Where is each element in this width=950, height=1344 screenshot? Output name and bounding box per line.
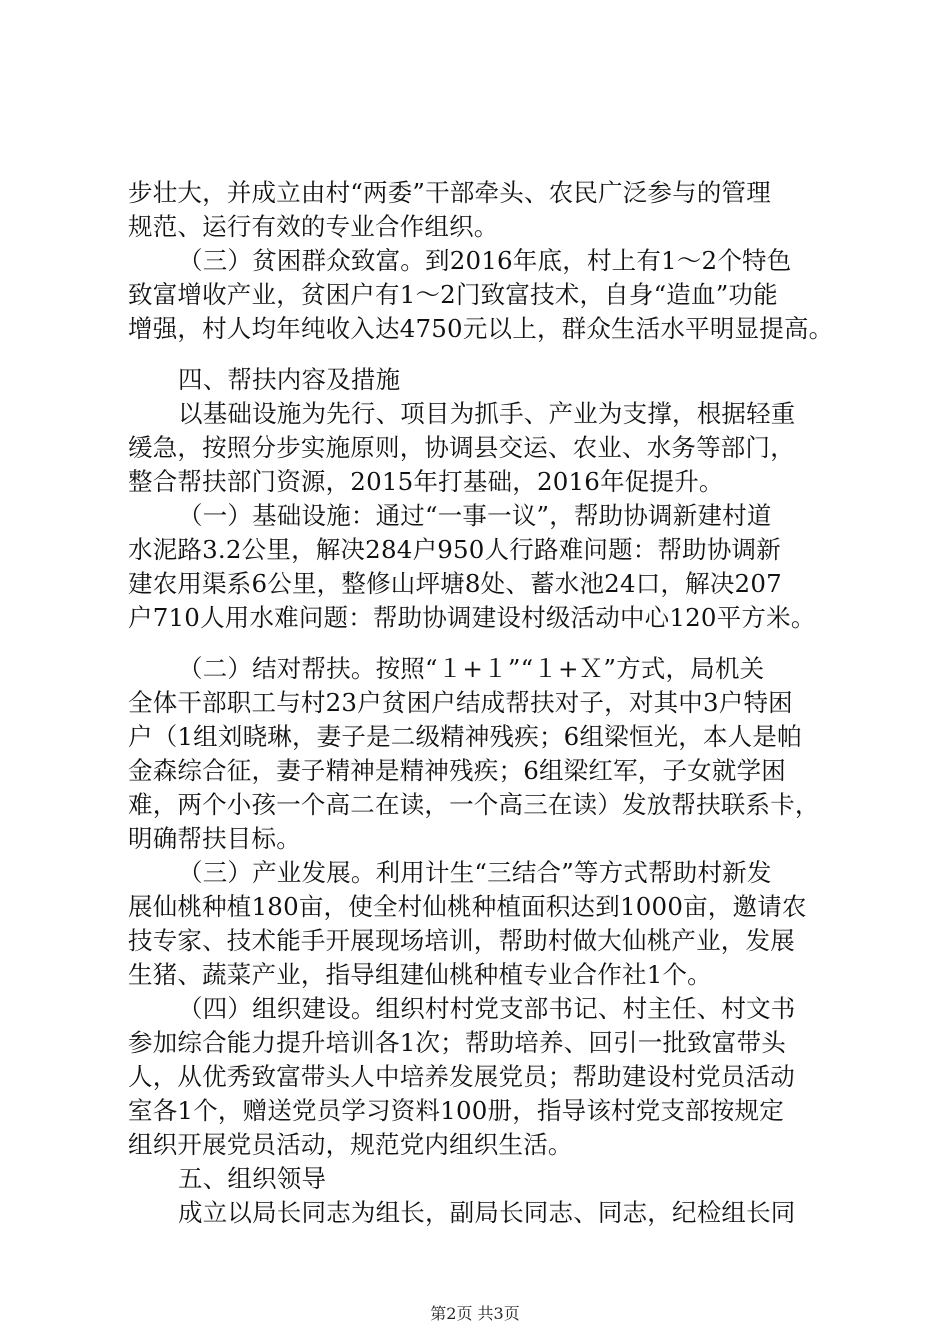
text-line: 缓急，按照分步实施原则，协调县交运、农业、水务等部门， — [128, 433, 795, 462]
text-line: 整合帮扶部门资源，2015年打基础，2016年促提升。 — [128, 467, 724, 496]
text-line: 难，两个小孩一个高二在读，一个高三在读）发放帮扶联系卡， — [128, 790, 820, 819]
text-line: 技专家、技术能手开展现场培训，帮助村做大仙桃产业，发展 — [128, 926, 795, 955]
text-line: 建农用渠系6公里，整修山坪塘8处、蓄水池24口，解决207 — [128, 569, 782, 598]
text-line: 全体干部职工与村23户贫困户结成帮扶对子，对其中3户特困 — [128, 688, 793, 717]
text-line: 组织开展党员活动，规范党内组织生活。 — [128, 1130, 573, 1159]
text-line: （四）组织建设。组织村村党支部书记、村主任、村文书 — [178, 994, 796, 1023]
text-line: 人，从优秀致富带头人中培养发展党员；帮助建设村党员活动 — [128, 1062, 795, 1091]
text-line: 展仙桃种植180亩，使全村仙桃种植面积达到1000亩，邀请农 — [128, 892, 807, 921]
text-line: 室各1个，赠送党员学习资料100册，指导该村党支部按规定 — [128, 1096, 784, 1125]
text-line: （三）产业发展。利用计生“三结合”等方式帮助村新发 — [178, 858, 772, 887]
text-line: 水泥路3.2公里，解决284户950人行路难问题：帮助协调新 — [128, 535, 781, 564]
text-line: 金森综合征，妻子精神是精神残疾；6组梁红军，子女就学困 — [128, 756, 786, 785]
text-line: 明确帮扶目标。 — [128, 824, 301, 853]
text-line: 参加综合能力提升培训各1次；帮助培养、回引一批致富带头 — [128, 1028, 786, 1057]
text-line: 步壮大，并成立由村“两委”干部牵头、农民广泛参与的管理 — [128, 178, 771, 207]
text-line: 以基础设施为先行、项目为抓手、产业为支撑，根据轻重 — [178, 399, 796, 428]
text-line: 致富增收产业，贫困户有1～2门致富技术，自身“造血”功能 — [128, 280, 778, 309]
section-heading: 五、组织领导 — [178, 1164, 327, 1193]
page-footer: 第2页 共3页 — [430, 1304, 520, 1323]
section-heading: 四、帮扶内容及措施 — [178, 365, 401, 394]
text-line: 增强，村人均年纯收入达4750元以上，群众生活水平明显提高。 — [128, 314, 834, 343]
text-line: （三）贫困群众致富。到2016年底，村上有1～2个特色 — [178, 246, 792, 275]
text-line: 生猪、蔬菜产业，指导组建仙桃种植专业合作社1个。 — [128, 960, 712, 989]
text-line: 成立以局长同志为组长，副局长同志、同志，纪检组长同 — [178, 1198, 796, 1227]
text-line: 户710人用水难问题：帮助协调建设村级活动中心120平方米。 — [128, 603, 816, 632]
text-line: 户（1组刘晓琳，妻子是二级精神残疾；6组梁恒光，本人是帕 — [128, 722, 802, 751]
text-line: 规范、运行有效的专业合作组织。 — [128, 212, 499, 241]
text-line: （二）结对帮扶。按照“１+１”“１+Ｘ”方式，局机关 — [178, 654, 765, 683]
text-line: （一）基础设施：通过“一事一议”，帮助协调新建村道 — [178, 501, 772, 530]
